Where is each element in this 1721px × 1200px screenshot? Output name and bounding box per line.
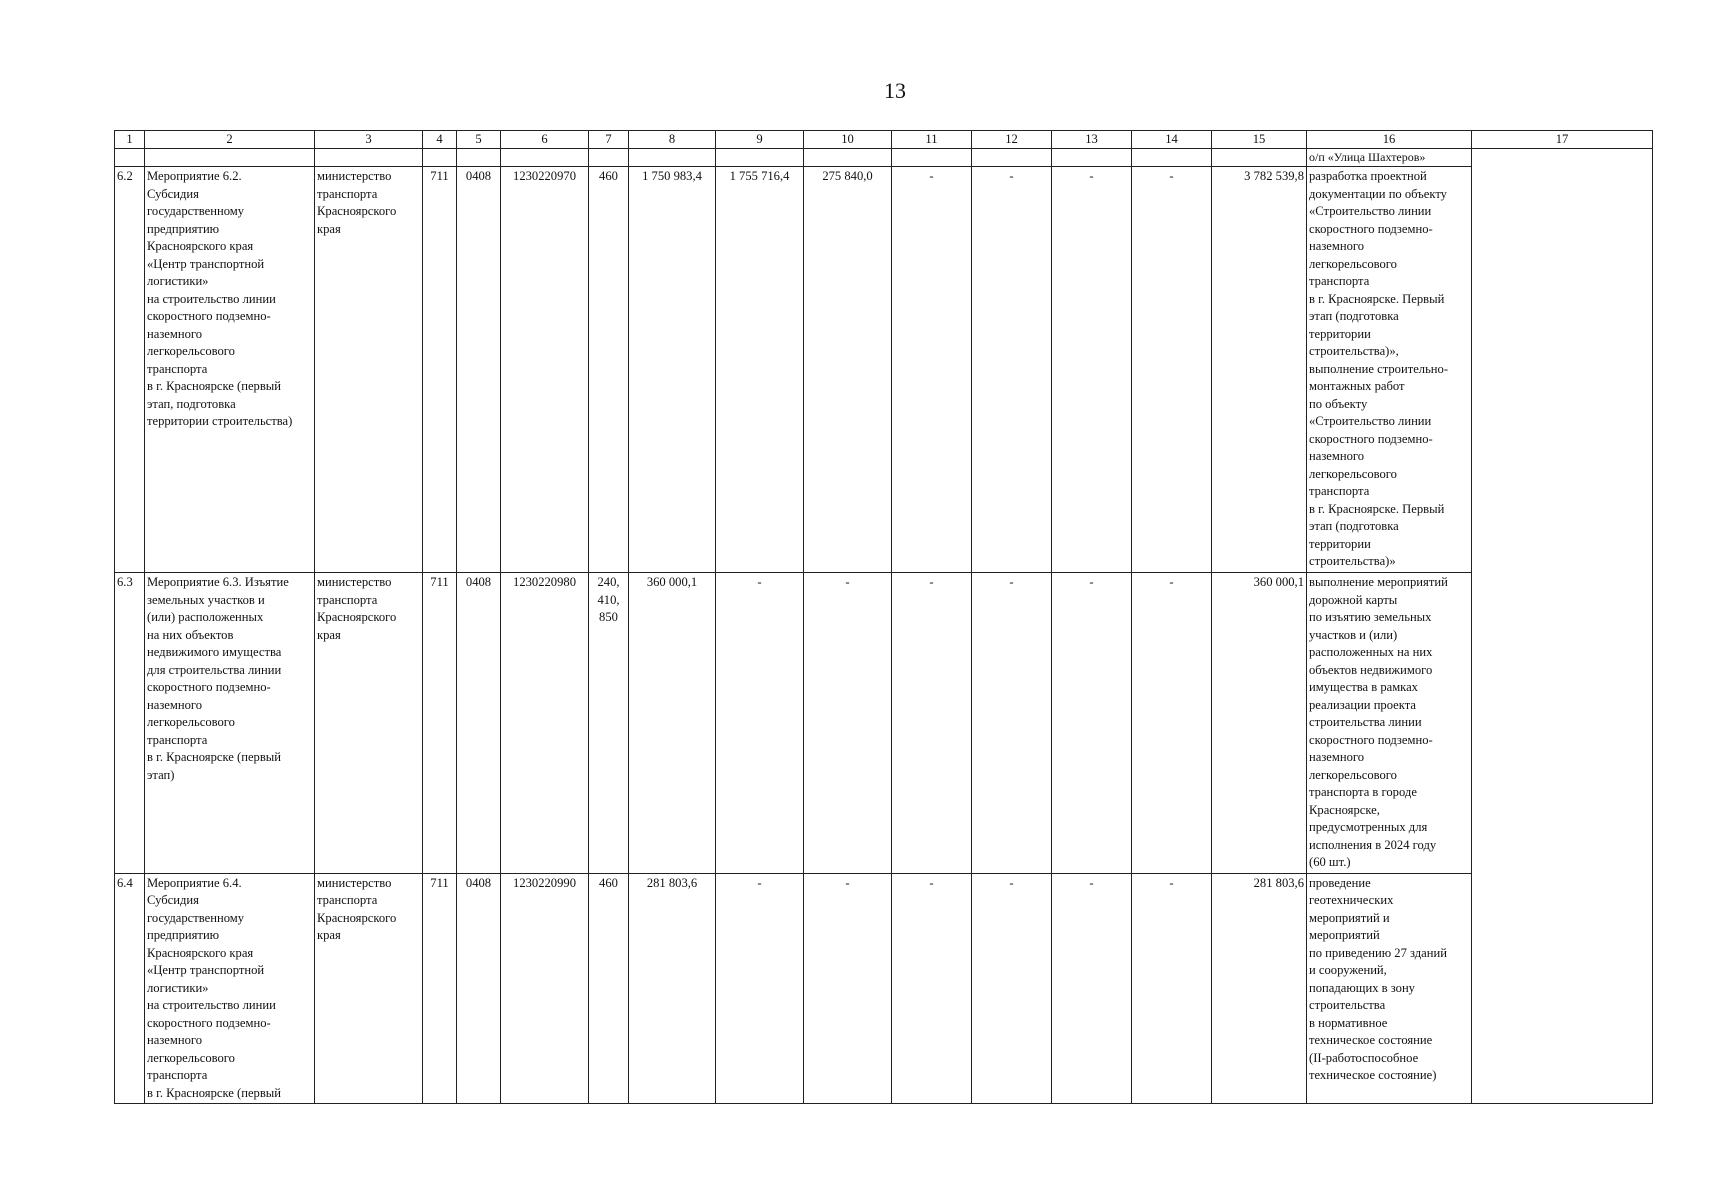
amount-col-13: - <box>1052 573 1132 874</box>
continuation-row <box>115 149 1653 167</box>
budget-code-csr: 1230220980 <box>501 573 589 874</box>
header-cell: 9 <box>716 131 804 149</box>
header-cell: 4 <box>423 131 457 149</box>
header-cell: 17 <box>1472 131 1653 149</box>
table-row <box>115 167 1653 573</box>
continuation-text: о/п «Улица Шахтеров» <box>1307 149 1472 167</box>
measure-name: Мероприятие 6.4. Субсидия государственному предприятию Красноярского края «Центр транспортной логистики» на строительство линии скоростного подземно- наземного легкорельсового транспорта в г. Красноярске (первый <box>145 873 315 1104</box>
measure-name: Мероприятие 6.2. Субсидия государственному предприятию Красноярского края «Центр транспортной логистики» на строительство линии скоростного подземно- наземного легкорельсового транспорта в г. Красноярске (первый этап, подготовка территории строительства) <box>145 167 315 573</box>
page-number: 13 <box>884 78 906 103</box>
amount-col-8: 360 000,1 <box>629 573 716 874</box>
agency: министерство транспорта Красноярского края <box>315 873 423 1104</box>
amount-total: 360 000,1 <box>1212 573 1307 874</box>
amount-col-14: - <box>1132 873 1212 1104</box>
table-row <box>115 573 1653 874</box>
budget-code-vr: 240, 410, 850 <box>589 573 629 874</box>
expected-result: разработка проектной документации по объекту «Строительство линии скоростного подземно- наземного легкорельсового транспорта в г. Красноярске. Первый этап (подготовка территории строительства)», выполнение строительно- монтажных работ по объекту «Строительство линии скоростного подземно- наземного легкорельсового транспорта в г. Красноярске. Первый этап (подготовка территории строительства)» <box>1307 167 1472 573</box>
budget-code-grbs: 711 <box>423 573 457 874</box>
amount-col-12: - <box>972 873 1052 1104</box>
header-cell: 7 <box>589 131 629 149</box>
header-cell: 8 <box>629 131 716 149</box>
amount-col-8: 281 803,6 <box>629 873 716 1104</box>
amount-total: 3 782 539,8 <box>1212 167 1307 573</box>
expected-result: проведение геотехнических мероприятий и мероприятий по приведению 27 зданий и сооружений, попадающих в зону строительства в нормативное техническое состояние (II-работоспособное техническое состояние) <box>1307 873 1472 1104</box>
header-cell: 10 <box>804 131 892 149</box>
header-cell: 3 <box>315 131 423 149</box>
amount-col-9: 1 755 716,4 <box>716 167 804 573</box>
amount-col-10: 275 840,0 <box>804 167 892 573</box>
header-cell: 2 <box>145 131 315 149</box>
budget-code-rzpr: 0408 <box>457 573 501 874</box>
budget-code-csr: 1230220970 <box>501 167 589 573</box>
amount-total: 281 803,6 <box>1212 873 1307 1104</box>
amount-col-11: - <box>892 873 972 1104</box>
budget-code-grbs: 711 <box>423 167 457 573</box>
amount-col-14: - <box>1132 573 1212 874</box>
amount-col-11: - <box>892 573 972 874</box>
header-cell: 1 <box>115 131 145 149</box>
row-number: 6.4 <box>115 873 145 1104</box>
amount-col-12: - <box>972 167 1052 573</box>
budget-code-grbs: 711 <box>423 873 457 1104</box>
header-cell: 6 <box>501 131 589 149</box>
agency: министерство транспорта Красноярского края <box>315 573 423 874</box>
header-cell: 12 <box>972 131 1052 149</box>
header-cell: 13 <box>1052 131 1132 149</box>
amount-col-9: - <box>716 873 804 1104</box>
amount-col-13: - <box>1052 167 1132 573</box>
amount-col-14: - <box>1132 167 1212 573</box>
amount-col-11: - <box>892 167 972 573</box>
budget-measures-table <box>114 130 1653 1104</box>
header-cell: 5 <box>457 131 501 149</box>
header-cell: 14 <box>1132 131 1212 149</box>
row-number: 6.3 <box>115 573 145 874</box>
header-cell: 11 <box>892 131 972 149</box>
budget-code-rzpr: 0408 <box>457 167 501 573</box>
column-number-header-row <box>115 131 1653 149</box>
amount-col-13: - <box>1052 873 1132 1104</box>
header-cell: 15 <box>1212 131 1307 149</box>
agency: министерство транспорта Красноярского края <box>315 167 423 573</box>
budget-code-rzpr: 0408 <box>457 873 501 1104</box>
header-cell: 16 <box>1307 131 1472 149</box>
budget-code-vr: 460 <box>589 167 629 573</box>
amount-col-12: - <box>972 573 1052 874</box>
table-row <box>115 873 1653 1104</box>
budget-code-vr: 460 <box>589 873 629 1104</box>
amount-col-10: - <box>804 873 892 1104</box>
budget-code-csr: 1230220990 <box>501 873 589 1104</box>
row-number: 6.2 <box>115 167 145 573</box>
column-17-cell <box>1472 149 1653 1104</box>
amount-col-10: - <box>804 573 892 874</box>
amount-col-8: 1 750 983,4 <box>629 167 716 573</box>
measure-name: Мероприятие 6.3. Изъятие земельных участков и (или) расположенных на них объектов недвижимого имущества для строительства линии скоростного подземно- наземного легкорельсового транспорта в г. Красноярске (первый этап) <box>145 573 315 874</box>
amount-col-9: - <box>716 573 804 874</box>
expected-result: выполнение мероприятий дорожной карты по изъятию земельных участков и (или) расположенных на них объектов недвижимого имущества в рамках реализации проекта строительства линии скоростного подземно- наземного легкорельсового транспорта в городе Красноярске, предусмотренных для исполнения в 2024 году (60 шт.) <box>1307 573 1472 874</box>
